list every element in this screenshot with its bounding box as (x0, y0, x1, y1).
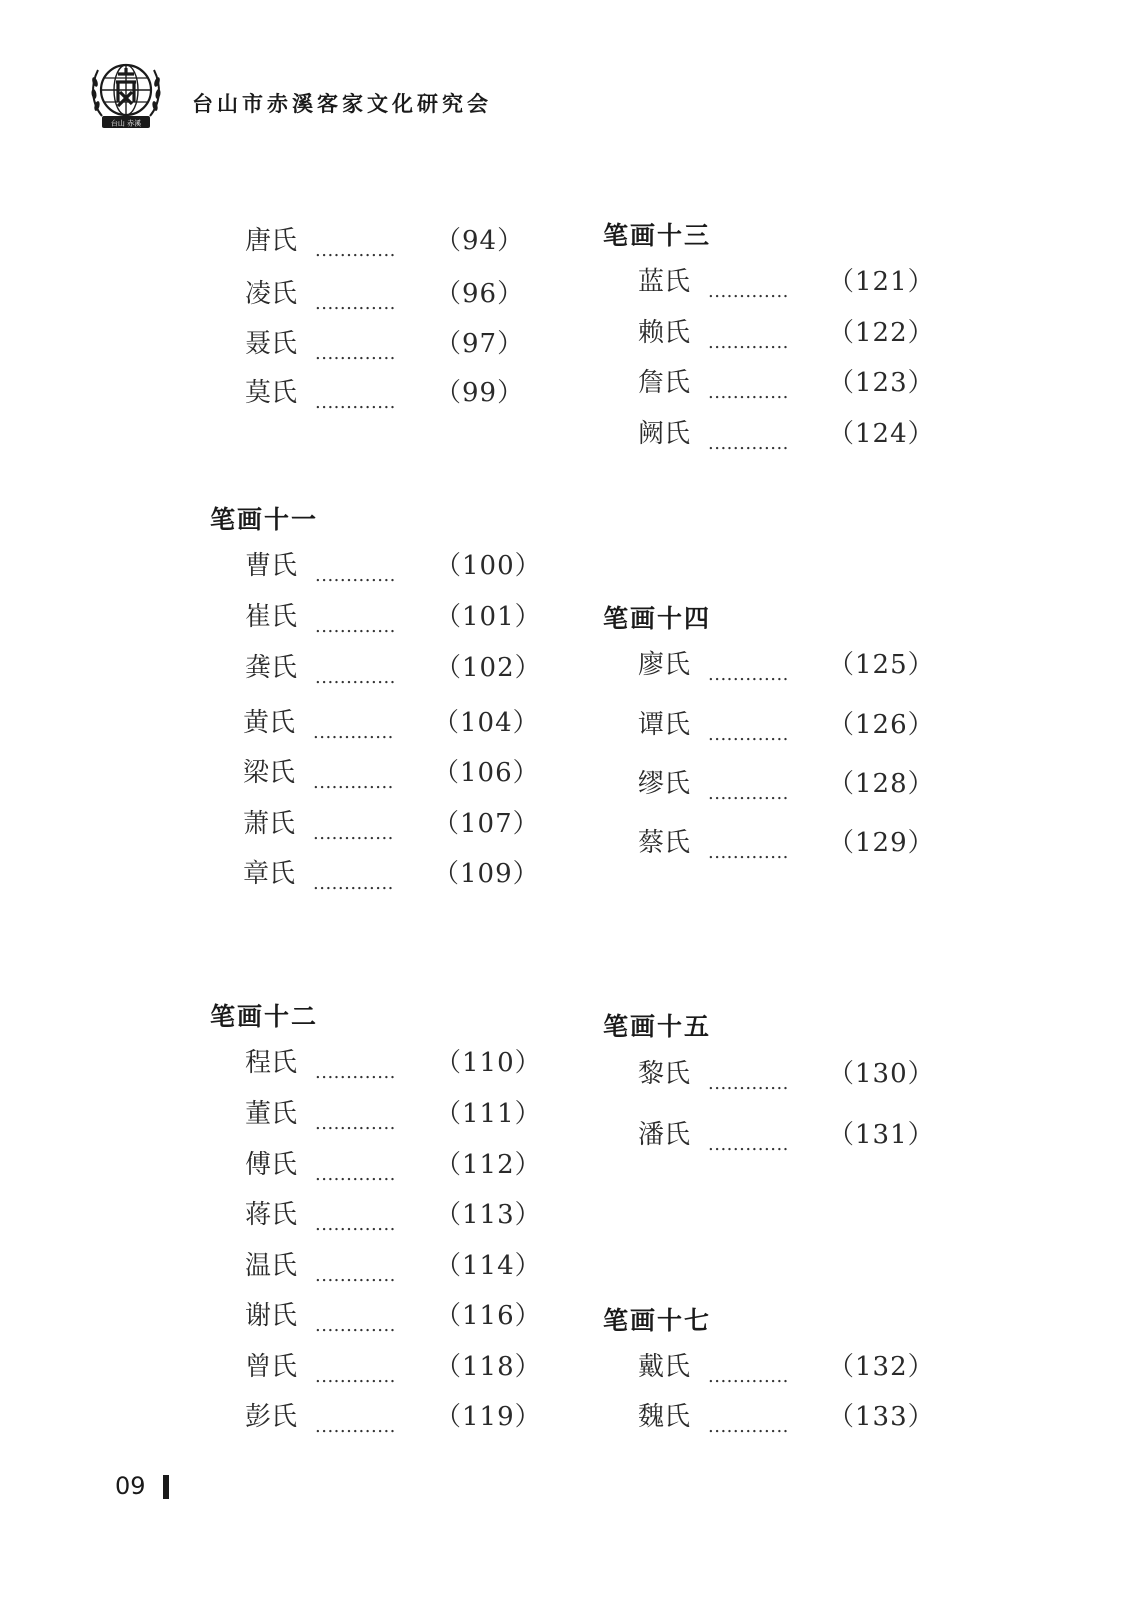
toc-entry[interactable] (245, 1097, 545, 1134)
leader-dots: ............. (708, 433, 789, 454)
page-ref: （133） (828, 1402, 935, 1432)
toc-entry[interactable] (245, 327, 545, 364)
toc-entry[interactable] (245, 1046, 545, 1083)
page-ref: （100） (435, 551, 542, 581)
toc-entry[interactable] (245, 600, 545, 637)
leader-dots: ............. (315, 1366, 396, 1387)
surname: 莫氏 (245, 378, 298, 408)
globe-emblem-icon (88, 52, 164, 134)
page-ref: （97） (435, 329, 525, 359)
leader-dots: ............. (315, 1416, 396, 1437)
toc-entry[interactable] (243, 756, 543, 793)
page-ref: （126） (828, 710, 935, 740)
leader-dots: ............. (315, 667, 396, 688)
surname: 谭氏 (638, 710, 691, 740)
toc-entry[interactable] (243, 857, 543, 894)
leader-dots: ............. (315, 1265, 396, 1286)
page-ref: （130） (828, 1059, 935, 1089)
leader-dots: ............. (315, 1164, 396, 1185)
toc-entry[interactable] (245, 651, 545, 688)
surname: 曾氏 (245, 1352, 298, 1382)
toc-entry[interactable] (638, 1400, 938, 1437)
section-title: 笔画十二 (210, 1002, 319, 1031)
leader-dots: ............. (315, 1062, 396, 1083)
surname: 戴氏 (638, 1352, 691, 1382)
surname: 阙氏 (638, 419, 691, 449)
toc-entry[interactable] (638, 265, 938, 302)
surname: 蓝氏 (638, 267, 691, 297)
page-ref: （128） (828, 769, 935, 799)
section-title: 笔画十五 (603, 1012, 712, 1041)
leader-dots: ............. (708, 332, 789, 353)
leader-dots: ............. (315, 343, 396, 364)
surname: 彭氏 (245, 1402, 298, 1432)
leader-dots: ............. (708, 664, 789, 685)
page-ref: （125） (828, 650, 935, 680)
page-ref: （104） (433, 708, 540, 738)
surname: 傅氏 (245, 1150, 298, 1180)
page-ref: （124） (828, 419, 935, 449)
surname: 萧氏 (243, 809, 296, 839)
leader-dots: ............. (708, 1366, 789, 1387)
toc-entry[interactable] (638, 316, 938, 353)
leader-dots: ............. (315, 1113, 396, 1134)
page-ref: （109） (433, 859, 540, 889)
section-title: 笔画十三 (603, 221, 712, 250)
surname: 蔡氏 (638, 828, 691, 858)
page-ref: （123） (828, 368, 935, 398)
page-ref: （118） (435, 1352, 542, 1382)
page-number: 09 (115, 1472, 146, 1500)
toc-entry[interactable] (243, 706, 543, 743)
toc-entry[interactable] (638, 826, 938, 863)
page-header (80, 50, 680, 134)
leader-dots: ............. (315, 293, 396, 314)
surname: 谢氏 (245, 1301, 298, 1331)
toc-entry[interactable] (245, 1148, 545, 1185)
toc-entry[interactable] (638, 1350, 938, 1387)
leader-dots: ............. (708, 1073, 789, 1094)
section-title: 笔画十四 (603, 604, 712, 633)
surname: 程氏 (245, 1048, 298, 1078)
toc-entry[interactable] (245, 549, 545, 586)
leader-dots: ............. (315, 616, 396, 637)
toc-entry[interactable] (638, 1057, 938, 1094)
page-ref: （101） (435, 602, 542, 632)
toc-entry[interactable] (245, 1350, 545, 1387)
organization-name: 台山市赤溪客家文化研究会 (192, 92, 492, 116)
page-ref: （106） (433, 758, 540, 788)
leader-dots: ............. (315, 392, 396, 413)
page-ref: （119） (435, 1402, 542, 1432)
leader-dots: ............. (313, 772, 394, 793)
surname: 蒋氏 (245, 1200, 298, 1230)
surname: 黎氏 (638, 1059, 691, 1089)
toc-entry[interactable] (245, 224, 545, 261)
leader-dots: ............. (708, 1134, 789, 1155)
page-ref: （129） (828, 828, 935, 858)
toc-entry[interactable] (245, 1299, 545, 1336)
page-ref: （131） (828, 1120, 935, 1150)
surname: 温氏 (245, 1251, 298, 1281)
surname: 曹氏 (245, 551, 298, 581)
leader-dots: ............. (708, 783, 789, 804)
surname: 赖氏 (638, 318, 691, 348)
surname: 董氏 (245, 1099, 298, 1129)
toc-entry[interactable] (245, 1400, 545, 1437)
toc-entry[interactable] (245, 1198, 545, 1235)
section-title: 笔画十一 (210, 505, 319, 534)
leader-dots: ............. (313, 873, 394, 894)
leader-dots: ............. (708, 842, 789, 863)
toc-entry[interactable] (638, 708, 938, 745)
surname: 潘氏 (638, 1120, 691, 1150)
leader-dots: ............. (315, 565, 396, 586)
surname: 章氏 (243, 859, 296, 889)
surname: 凌氏 (245, 279, 298, 309)
surname: 龚氏 (245, 653, 298, 683)
surname: 黄氏 (243, 708, 296, 738)
page-ref: （132） (828, 1352, 935, 1382)
surname: 聂氏 (245, 329, 298, 359)
page-ref: （122） (828, 318, 935, 348)
leader-dots: ............. (708, 724, 789, 745)
toc-entry[interactable] (638, 767, 938, 804)
toc-entry[interactable] (638, 1118, 938, 1155)
page-marker-bar (163, 1475, 169, 1499)
leader-dots: ............. (313, 722, 394, 743)
toc-entry[interactable] (638, 648, 938, 685)
leader-dots: ............. (313, 823, 394, 844)
page-ref: （113） (435, 1200, 542, 1230)
leader-dots: ............. (315, 1315, 396, 1336)
toc-entry[interactable] (245, 277, 545, 314)
toc-entry[interactable] (638, 366, 938, 403)
toc-entry[interactable] (245, 1249, 545, 1286)
surname: 魏氏 (638, 1402, 691, 1432)
page-ref: （96） (435, 279, 525, 309)
toc-entry[interactable] (243, 807, 543, 844)
surname: 唐氏 (245, 226, 298, 256)
leader-dots: ............. (708, 1416, 789, 1437)
page-ref: （107） (433, 809, 540, 839)
surname: 缪氏 (638, 769, 691, 799)
page-ref: （110） (435, 1048, 542, 1078)
surname: 崔氏 (245, 602, 298, 632)
toc-entry[interactable] (245, 376, 545, 413)
page-ref: （121） (828, 267, 935, 297)
page-ref: （94） (435, 226, 525, 256)
page-ref: （111） (435, 1099, 542, 1129)
section-title: 笔画十七 (603, 1306, 712, 1335)
leader-dots: ............. (315, 1214, 396, 1235)
surname: 詹氏 (638, 368, 691, 398)
surname: 廖氏 (638, 650, 691, 680)
page-ref: （112） (435, 1150, 542, 1180)
page-ref: （102） (435, 653, 542, 683)
surname: 梁氏 (243, 758, 296, 788)
svg-text:台山 赤溪: 台山 赤溪 (110, 119, 142, 128)
toc-entry[interactable] (638, 417, 938, 454)
page-ref: （114） (435, 1251, 542, 1281)
page-ref: （99） (435, 378, 525, 408)
leader-dots: ............. (708, 382, 789, 403)
leader-dots: ............. (708, 281, 789, 302)
page-ref: （116） (435, 1301, 542, 1331)
leader-dots: ............. (315, 240, 396, 261)
